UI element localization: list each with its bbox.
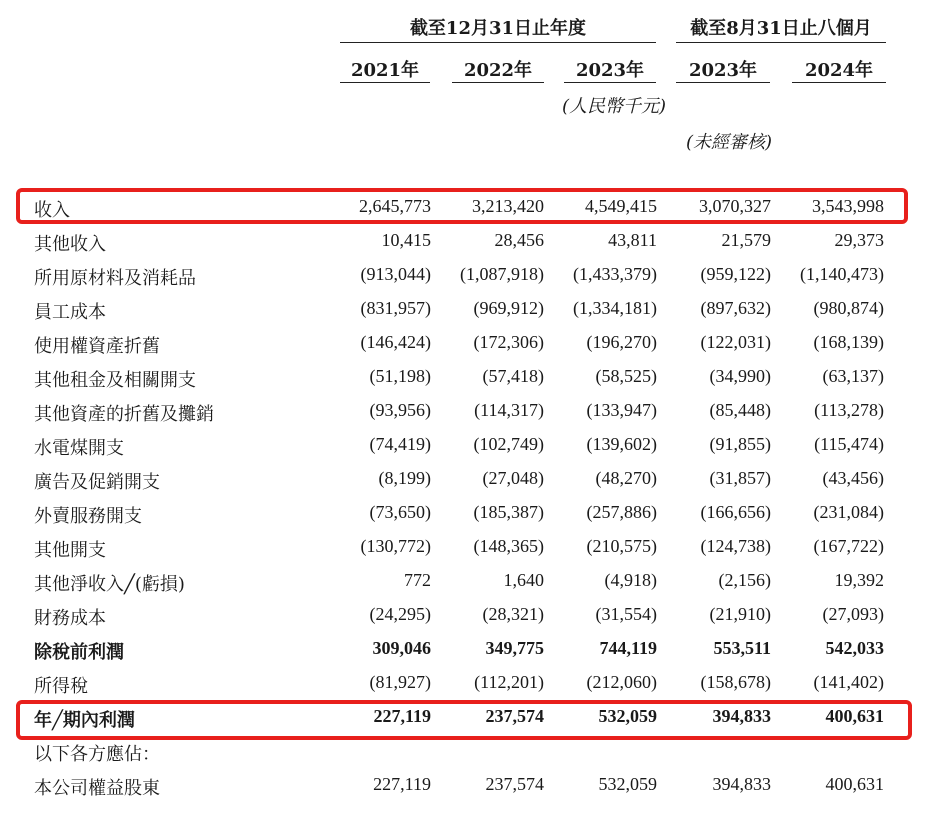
row-value: (212,060) [586,672,657,692]
row-value: (959,122) [700,264,771,284]
row-value: (73,650) [369,502,431,522]
row-label: 使用權資產折舊 [34,336,160,357]
row-value: (1,087,918) [460,264,544,284]
row-value: 400,631 [825,774,884,794]
row-value: (167,722) [813,536,884,556]
row-value: (58,525) [595,366,657,386]
row-value: (913,044) [360,264,431,284]
row-value: (210,575) [586,536,657,556]
row-value: (122,031) [700,332,771,352]
row-value: 394,833 [712,706,771,726]
row-value: (831,957) [360,298,431,318]
row-value: (27,093) [822,604,884,624]
row-value: (185,387) [473,502,544,522]
row-value: (31,554) [595,604,657,624]
row-label: 其他資產的折舊及攤銷 [34,404,214,425]
row-value: (124,738) [700,536,771,556]
row-label: 外賣服務開支 [34,506,142,527]
row-value: (31,857) [709,468,771,488]
row-value: (172,306) [473,332,544,352]
row-value: (115,474) [814,434,884,454]
row-value: (74,419) [369,434,431,454]
row-value: 1,640 [503,570,544,590]
row-label: 員工成本 [34,302,106,323]
currency-note: (人民幣千元) [561,96,666,117]
row-value: (102,749) [473,434,544,454]
row-label: 其他淨收入╱(虧損) [34,574,185,595]
row-value: 227,119 [373,774,431,794]
row-value: (81,927) [369,672,431,692]
row-value: (1,433,379) [573,264,657,284]
row-value: 3,543,998 [812,196,884,216]
row-value: 3,070,327 [699,196,771,216]
row-value: (24,295) [369,604,431,624]
row-value: (113,278) [814,400,884,420]
row-value: (114,317) [474,400,544,420]
row-value: (2,156) [718,570,771,590]
year-header-4: 2023年 [688,60,758,81]
row-value: 3,213,420 [472,196,544,216]
row-label: 除稅前利潤 [34,642,124,663]
row-value: (231,084) [813,502,884,522]
row-value: 43,811 [608,230,657,250]
row-value: 227,119 [373,706,431,726]
row-label: 本公司權益股東 [34,778,160,799]
row-value: (63,137) [822,366,884,386]
row-value: (146,424) [360,332,431,352]
row-value: (257,886) [586,502,657,522]
row-value: (148,365) [473,536,544,556]
row-value: 21,579 [721,230,771,250]
row-value: 400,631 [825,706,884,726]
row-value: (34,990) [709,366,771,386]
header-eight-months: 截至8月31日止八個月 [690,18,872,39]
row-value: (28,321) [482,604,544,624]
row-value: (130,772) [360,536,431,556]
row-value: 4,549,415 [585,196,657,216]
row-value: (4,918) [604,570,657,590]
row-value: (112,201) [474,672,544,692]
row-value: (8,199) [378,468,431,488]
row-value: 349,775 [485,638,544,658]
row-label: 廣告及促銷開支 [34,472,160,493]
row-value: 744,119 [599,638,657,658]
row-value: 28,456 [494,230,544,250]
year-rule-3 [564,82,656,83]
row-value: (969,912) [473,298,544,318]
row-value: 2,645,773 [359,196,431,216]
row-label: 以下各方應佔： [34,744,160,765]
year-header-1: 2021年 [350,60,420,81]
row-value: (51,198) [369,366,431,386]
header-full-year-rule [340,42,656,43]
row-value: 532,059 [598,774,657,794]
row-label: 所得稅 [34,676,88,697]
row-value: (85,448) [709,400,771,420]
row-value: (166,656) [700,502,771,522]
row-label: 財務成本 [34,608,106,629]
row-value: 309,046 [372,638,431,658]
row-value: (57,418) [482,366,544,386]
row-value: 10,415 [381,230,431,250]
row-value: 772 [404,570,431,590]
row-value: (133,947) [586,400,657,420]
year-header-5: 2024年 [804,60,874,81]
row-value: 542,033 [825,638,884,658]
row-value: (93,956) [369,400,431,420]
year-header-3: 2023年 [575,60,645,81]
row-value: 394,833 [712,774,771,794]
row-value: 553,511 [713,638,771,658]
row-value: (1,140,473) [800,264,884,284]
year-header-2: 2022年 [463,60,533,81]
row-value: 19,392 [834,570,884,590]
row-label: 其他開支 [34,540,106,561]
row-value: 237,574 [485,706,544,726]
row-label: 年╱期內利潤 [34,710,135,731]
row-value: (168,139) [813,332,884,352]
row-value: (141,402) [813,672,884,692]
header-eight-months-rule [676,42,886,43]
row-value: (21,910) [709,604,771,624]
row-label: 其他租金及相關開支 [34,370,196,391]
row-label: 其他收入 [34,234,106,255]
row-value: (1,334,181) [573,298,657,318]
row-value: 29,373 [834,230,884,250]
unaudited-note: (未經審核) [685,132,772,153]
row-value: (48,270) [595,468,657,488]
row-value: (91,855) [709,434,771,454]
year-rule-5 [792,82,886,83]
row-value: (43,456) [822,468,884,488]
row-label: 所用原材料及消耗品 [34,268,196,289]
row-value: (980,874) [813,298,884,318]
row-label: 收入 [34,200,70,221]
year-rule-1 [340,82,430,83]
row-value: 237,574 [485,774,544,794]
row-value: (139,602) [586,434,657,454]
row-value: 532,059 [598,706,657,726]
row-value: (196,270) [586,332,657,352]
row-label: 水電煤開支 [34,438,124,459]
year-rule-4 [676,82,770,83]
row-value: (158,678) [700,672,771,692]
row-value: (897,632) [700,298,771,318]
row-value: (27,048) [482,468,544,488]
header-full-year: 截至12月31日止年度 [409,18,587,39]
year-rule-2 [452,82,544,83]
